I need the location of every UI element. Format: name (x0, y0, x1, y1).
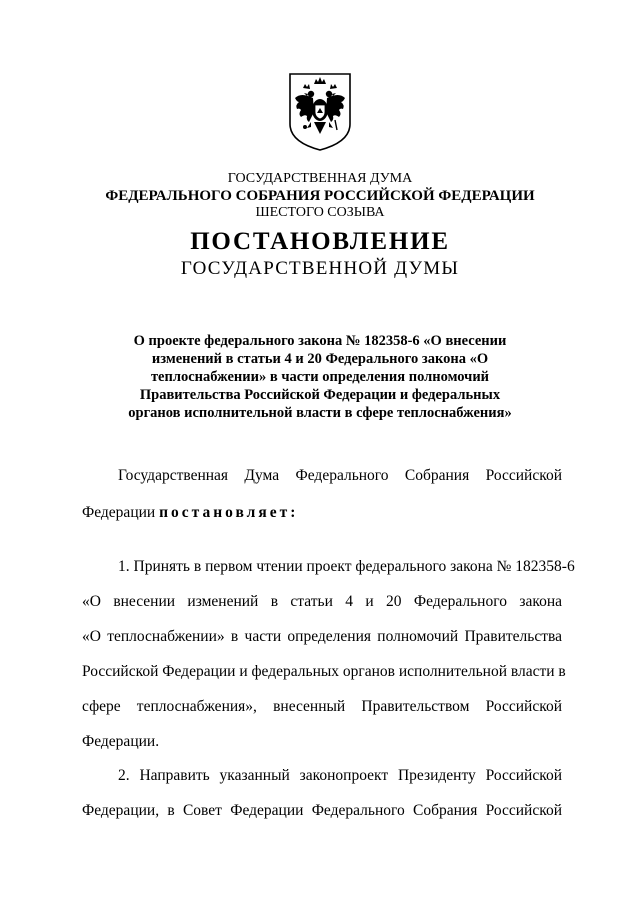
document-subtitle: ГОСУДАРСТВЕННОЙ ДУМЫ (180, 258, 460, 279)
subject-line-2: изменений в статьи 4 и 20 Федерального закона «О (151, 351, 489, 367)
document-title: ПОСТАНОВЛЕНИЕ (190, 228, 450, 255)
subject-line-1: О проекте федерального закона № 182358-6 «О внесении (133, 333, 507, 349)
intro-line-2 (82, 503, 562, 523)
item1-line-2: «О внесении изменений в статьи 4 и 20 Федерального закона (82, 593, 562, 610)
header-line-2: ФЕДЕРАЛЬНОГО СОБРАНИЯ РОССИЙСКОЙ ФЕДЕРАЦИИ (105, 188, 535, 204)
header-line-3: ШЕСТОГО СОЗЫВА (255, 205, 385, 220)
item2-line-2: Федерации, в Совет Федерации Федерального Собрания Российской (82, 802, 562, 819)
resolution-verb: постановляет: (159, 504, 299, 521)
item1-line-1: 1. Принять в первом чтении проект федерального закона № 182358-6 (118, 558, 575, 575)
item1-line-4: Российской Федерации и федеральных органов исполнительной власти в (82, 663, 566, 680)
subject-line-3: теплоснабжении» в части определения полномочий (150, 369, 490, 385)
intro-line-1: Государственная Дума Федерального Собрания Российской (118, 467, 562, 484)
item2-line-1: 2. Направить указанный законопроект Президенту Российской (118, 767, 562, 784)
coat-of-arms-icon (287, 72, 353, 152)
item1-line-3: «О теплоснабжении» в части определения полномочий Правительства (82, 628, 562, 645)
subject-line-5: органов исполнительной власти в сфере теплоснабжения» (128, 405, 512, 421)
item1-line-6: Федерации. (82, 733, 160, 750)
item1-line-5: сфере теплоснабжения», внесенный Правительством Российской (82, 698, 562, 715)
header-line-1: ГОСУДАРСТВЕННАЯ ДУМА (227, 171, 413, 186)
intro-prefix: Федерации (82, 504, 160, 521)
subject-line-4: Правительства Российской Федерации и федеральных (139, 387, 501, 403)
